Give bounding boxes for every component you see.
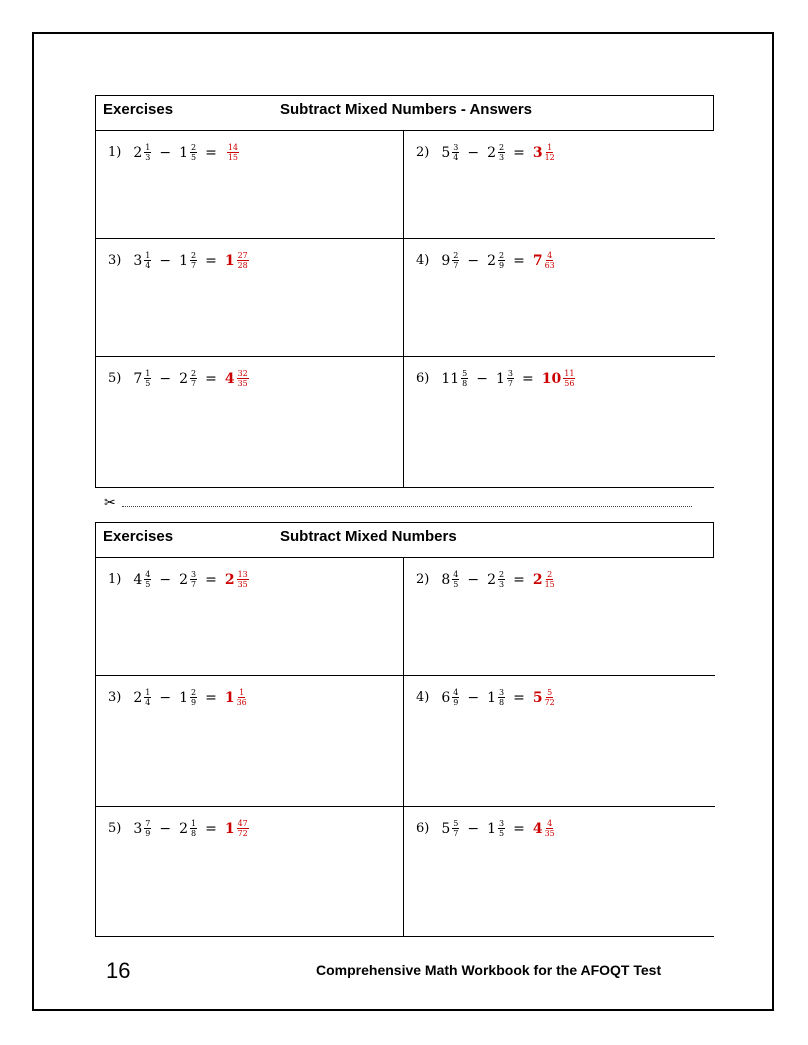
answer	[531, 688, 557, 707]
numerator: 3	[499, 819, 505, 828]
fraction	[190, 819, 197, 838]
whole-part: 1	[496, 370, 505, 387]
denominator: 63	[544, 261, 555, 270]
whole-part: 1	[224, 689, 235, 706]
problem-cell	[404, 806, 715, 936]
fraction	[498, 251, 505, 270]
whole-part: 1	[224, 252, 235, 269]
mixed-number	[439, 143, 461, 162]
numerator: 4	[453, 688, 459, 697]
equals-sign: =	[205, 571, 217, 588]
answer	[531, 251, 557, 270]
denominator: 12	[544, 153, 555, 162]
problem	[108, 251, 403, 270]
exercises-label: Exercises	[103, 101, 174, 118]
whole-part: 7	[133, 370, 143, 387]
whole-part: 5	[441, 144, 451, 161]
fraction	[452, 688, 459, 707]
numerator: 47	[237, 819, 248, 828]
equals-sign: =	[205, 689, 217, 706]
whole-part: 11	[441, 370, 460, 387]
whole-part: 3	[133, 820, 143, 837]
mixed-number	[439, 819, 461, 838]
problem-number: 4)	[416, 690, 430, 705]
numerator: 5	[462, 369, 468, 378]
problem-cell	[96, 131, 404, 238]
problem-number: 5)	[108, 821, 122, 836]
numerator: 1	[145, 251, 151, 260]
problem	[108, 369, 403, 388]
whole-part: 1	[224, 820, 235, 837]
problem-number: 6)	[416, 371, 430, 386]
whole-part: 5	[441, 820, 451, 837]
minus-sign: −	[467, 252, 480, 269]
problem-cell	[96, 558, 404, 675]
numerator: 5	[453, 819, 459, 828]
mixed-number	[131, 570, 153, 589]
mixed-number	[131, 688, 153, 707]
problem-number: 2)	[416, 145, 430, 160]
denominator: 5	[191, 153, 197, 162]
mixed-number	[131, 143, 153, 162]
denominator: 9	[191, 698, 197, 707]
numerator: 1	[145, 369, 151, 378]
problem-number: 6)	[416, 821, 430, 836]
problem-number: 5)	[108, 371, 122, 386]
worksheet-answers	[95, 95, 714, 488]
whole-part: 1	[179, 252, 189, 269]
problem	[416, 688, 715, 707]
worksheet-header	[95, 522, 714, 557]
answer	[531, 570, 557, 589]
whole-part: 1	[179, 689, 189, 706]
equals-sign: =	[513, 252, 525, 269]
numerator: 2	[499, 251, 505, 260]
problem	[108, 819, 403, 838]
answer	[223, 688, 249, 707]
problem	[108, 570, 403, 589]
problem-number: 3)	[108, 253, 122, 268]
denominator: 35	[237, 580, 248, 589]
fraction	[461, 369, 468, 388]
minus-sign: −	[467, 820, 480, 837]
exercises-label: Exercises	[103, 528, 174, 545]
fraction	[190, 143, 197, 162]
denominator: 4	[145, 261, 151, 270]
minus-sign: −	[159, 571, 172, 588]
problem-cell	[96, 238, 404, 356]
denominator: 3	[499, 580, 505, 589]
fraction	[237, 369, 249, 388]
denominator: 56	[564, 379, 575, 388]
answer	[223, 819, 251, 838]
denominator: 3	[499, 153, 505, 162]
mixed-number	[485, 251, 507, 270]
whole-part: 2	[179, 370, 189, 387]
whole-part: 4	[532, 820, 543, 837]
whole-part: 2	[224, 571, 235, 588]
denominator: 36	[236, 698, 247, 707]
numerator: 5	[547, 688, 553, 697]
mixed-number	[439, 570, 461, 589]
mixed-number	[177, 570, 199, 589]
numerator: 32	[237, 369, 248, 378]
whole-part: 2	[133, 689, 143, 706]
denominator: 28	[237, 261, 248, 270]
fraction	[545, 570, 555, 589]
fraction	[144, 688, 151, 707]
cut-line	[122, 506, 692, 507]
equals-sign: =	[205, 820, 217, 837]
denominator: 8	[499, 698, 505, 707]
mixed-number	[439, 369, 470, 388]
numerator: 4	[547, 819, 553, 828]
mixed-number	[131, 251, 153, 270]
problem-cell	[96, 356, 404, 487]
problem	[416, 251, 715, 270]
scissors-icon: ✂	[104, 494, 116, 510]
whole-part: 10	[541, 370, 562, 387]
worksheet-title: Subtract Mixed Numbers - Answers	[280, 101, 533, 118]
fraction	[545, 688, 555, 707]
fraction	[545, 819, 555, 838]
denominator: 8	[191, 829, 197, 838]
problem-number: 4)	[416, 253, 430, 268]
numerator: 2	[453, 251, 459, 260]
minus-sign: −	[159, 689, 172, 706]
numerator: 4	[453, 570, 459, 579]
numerator: 2	[191, 688, 197, 697]
fraction	[144, 819, 151, 838]
problem	[416, 570, 715, 589]
fraction	[190, 251, 197, 270]
mixed-number	[439, 251, 461, 270]
denominator: 7	[453, 261, 459, 270]
numerator: 1	[547, 143, 553, 152]
numerator: 1	[191, 819, 197, 828]
problem-cell	[404, 356, 715, 487]
fraction	[507, 369, 514, 388]
denominator: 15	[544, 580, 555, 589]
problem-cell	[404, 675, 715, 806]
equals-sign: =	[205, 252, 217, 269]
fraction	[452, 143, 459, 162]
whole-part: 2	[179, 571, 189, 588]
equals-sign: =	[513, 689, 525, 706]
footer-title: Comprehensive Math Workbook for the AFOQT Test	[316, 962, 662, 978]
fraction	[190, 369, 197, 388]
equals-sign: =	[205, 370, 217, 387]
mixed-number	[177, 251, 199, 270]
minus-sign: −	[159, 144, 172, 161]
fraction	[190, 688, 197, 707]
answer	[223, 143, 241, 162]
numerator: 1	[239, 688, 245, 697]
whole-part: 2	[179, 820, 189, 837]
minus-sign: −	[467, 144, 480, 161]
whole-part: 8	[441, 571, 451, 588]
denominator: 3	[145, 153, 151, 162]
problem-cell	[96, 806, 404, 936]
denominator: 72	[544, 698, 555, 707]
fraction	[452, 251, 459, 270]
mixed-number	[177, 688, 199, 707]
worksheet-exercises	[95, 522, 714, 937]
numerator: 2	[499, 143, 505, 152]
denominator: 5	[499, 829, 505, 838]
whole-part: 6	[441, 689, 451, 706]
equals-sign: =	[513, 571, 525, 588]
numerator: 2	[499, 570, 505, 579]
fraction	[498, 570, 505, 589]
worksheet-header	[95, 95, 714, 130]
fraction	[144, 570, 151, 589]
minus-sign: −	[159, 370, 172, 387]
denominator: 5	[453, 580, 459, 589]
denominator: 7	[191, 580, 197, 589]
answer	[531, 819, 557, 838]
numerator: 3	[191, 570, 197, 579]
problem-number: 3)	[108, 690, 122, 705]
problem	[416, 819, 715, 838]
numerator: 3	[499, 688, 505, 697]
numerator: 2	[191, 251, 197, 260]
page-number: 16	[106, 958, 131, 983]
whole-part: 1	[179, 144, 189, 161]
numerator: 4	[145, 570, 151, 579]
whole-part: 2	[487, 144, 497, 161]
problem-number: 2)	[416, 572, 430, 587]
whole-part: 4	[133, 571, 143, 588]
answer	[223, 570, 251, 589]
worksheet-title: Subtract Mixed Numbers	[280, 528, 457, 545]
denominator: 5	[145, 379, 151, 388]
problem-grid	[95, 130, 714, 488]
equals-sign: =	[513, 820, 525, 837]
numerator: 2	[547, 570, 553, 579]
whole-part: 2	[133, 144, 143, 161]
fraction	[498, 819, 505, 838]
problem-cell	[404, 558, 715, 675]
problem-cell	[96, 675, 404, 806]
fraction	[545, 143, 555, 162]
denominator: 35	[237, 379, 248, 388]
denominator: 7	[507, 379, 514, 388]
denominator: 9	[499, 261, 505, 270]
fraction	[237, 688, 247, 707]
fraction	[237, 570, 249, 589]
equals-sign: =	[205, 144, 217, 161]
denominator: 4	[145, 698, 151, 707]
denominator: 7	[191, 379, 197, 388]
denominator: 72	[237, 829, 248, 838]
mixed-number	[131, 369, 153, 388]
answer	[223, 251, 251, 270]
numerator: 7	[145, 819, 151, 828]
minus-sign: −	[159, 820, 172, 837]
whole-part: 1	[487, 820, 497, 837]
problem-number: 1)	[108, 572, 122, 587]
mixed-number	[439, 688, 461, 707]
numerator: 3	[453, 143, 459, 152]
denominator: 7	[191, 261, 197, 270]
fraction	[498, 688, 505, 707]
problem-number: 1)	[108, 145, 122, 160]
problem-grid	[95, 557, 714, 937]
whole-part: 4	[224, 370, 235, 387]
numerator: 27	[237, 251, 248, 260]
whole-part: 3	[532, 144, 543, 161]
numerator: 3	[507, 369, 514, 378]
numerator: 14	[227, 143, 239, 152]
mixed-number	[485, 143, 507, 162]
fraction	[563, 369, 575, 388]
numerator: 1	[145, 688, 151, 697]
numerator: 13	[237, 570, 248, 579]
fraction	[545, 251, 555, 270]
fraction	[190, 570, 197, 589]
minus-sign: −	[476, 370, 488, 387]
numerator: 1	[145, 143, 151, 152]
mixed-number	[485, 688, 507, 707]
mixed-number	[131, 819, 153, 838]
problem	[108, 688, 403, 707]
equals-sign: =	[513, 144, 525, 161]
answer	[531, 143, 557, 162]
fraction	[144, 251, 151, 270]
denominator: 9	[453, 698, 459, 707]
numerator: 4	[547, 251, 553, 260]
problem	[108, 143, 403, 162]
problem-cell	[404, 238, 715, 356]
fraction	[227, 143, 239, 162]
fraction	[144, 143, 151, 162]
fraction	[237, 251, 249, 270]
minus-sign: −	[467, 689, 480, 706]
mixed-number	[494, 369, 516, 388]
denominator: 8	[462, 379, 468, 388]
fraction	[452, 819, 459, 838]
mixed-number	[177, 819, 199, 838]
equals-sign: =	[522, 370, 534, 387]
denominator: 4	[453, 153, 459, 162]
mixed-number	[485, 570, 507, 589]
whole-part: 2	[532, 571, 543, 588]
whole-part: 7	[532, 252, 543, 269]
numerator: 2	[191, 369, 197, 378]
problem	[416, 369, 715, 388]
numerator: 2	[191, 143, 197, 152]
fraction	[498, 143, 505, 162]
answer	[540, 369, 578, 388]
whole-part: 2	[487, 252, 497, 269]
problem	[416, 143, 715, 162]
fraction	[144, 369, 151, 388]
answer	[223, 369, 251, 388]
numerator: 11	[564, 369, 575, 378]
denominator: 7	[453, 829, 459, 838]
mixed-number	[177, 369, 199, 388]
whole-part: 3	[133, 252, 143, 269]
mixed-number	[177, 143, 199, 162]
fraction	[452, 570, 459, 589]
whole-part: 1	[487, 689, 497, 706]
minus-sign: −	[159, 252, 172, 269]
denominator: 15	[227, 153, 239, 162]
fraction	[237, 819, 249, 838]
denominator: 9	[145, 829, 151, 838]
whole-part: 2	[487, 571, 497, 588]
denominator: 5	[145, 580, 151, 589]
whole-part: 9	[441, 252, 451, 269]
problem-cell	[404, 131, 715, 238]
minus-sign: −	[467, 571, 480, 588]
whole-part: 5	[532, 689, 543, 706]
mixed-number	[485, 819, 507, 838]
denominator: 35	[544, 829, 555, 838]
